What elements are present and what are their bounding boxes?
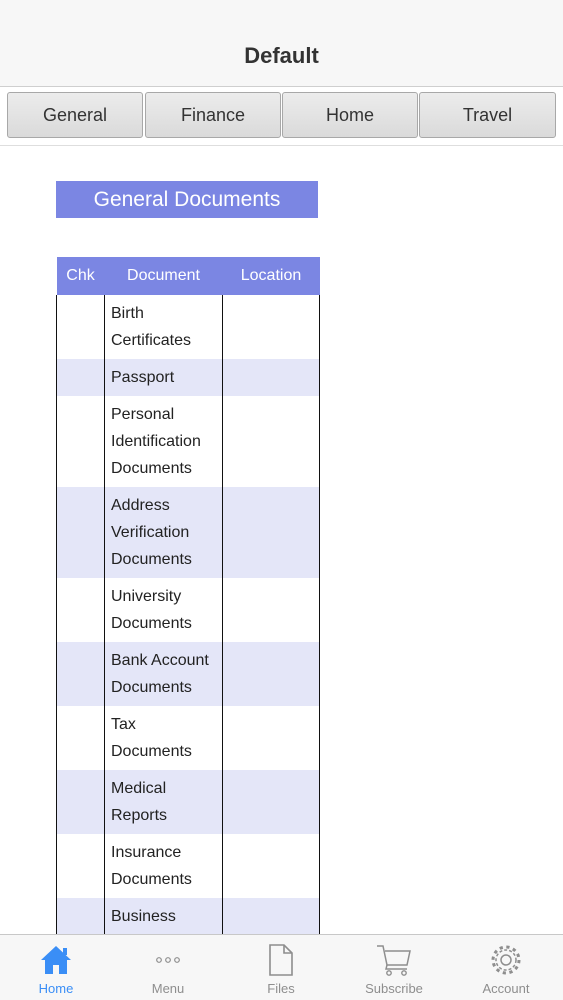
document-cell: Insurance Documents	[105, 834, 223, 898]
location-cell[interactable]	[223, 487, 320, 578]
location-cell[interactable]	[223, 578, 320, 642]
more-icon	[150, 942, 186, 978]
document-cell: Tax Documents	[105, 706, 223, 770]
chk-cell[interactable]	[57, 834, 105, 898]
table-row[interactable]	[57, 578, 320, 642]
chk-cell[interactable]	[57, 487, 105, 578]
table-row[interactable]	[57, 770, 320, 834]
tab-home[interactable]	[0, 935, 112, 1000]
tab-label: Home	[38, 981, 74, 996]
tab-account[interactable]	[450, 935, 562, 1000]
chk-cell[interactable]	[57, 898, 105, 935]
column-header-location: Location	[223, 257, 320, 295]
location-cell[interactable]	[223, 834, 320, 898]
location-cell[interactable]	[223, 295, 320, 359]
chk-cell[interactable]	[57, 642, 105, 706]
chk-cell[interactable]	[57, 706, 105, 770]
chk-cell[interactable]	[57, 295, 105, 359]
documents-table	[56, 257, 320, 935]
chk-cell[interactable]	[57, 359, 105, 396]
chk-cell[interactable]	[57, 770, 105, 834]
tab-bar	[0, 934, 563, 1000]
location-cell[interactable]	[223, 770, 320, 834]
document-cell: Business	[105, 898, 223, 935]
table-row[interactable]	[57, 487, 320, 578]
column-header-document: Document	[105, 257, 223, 295]
document-cell: University Documents	[105, 578, 223, 642]
navigation-bar	[0, 0, 563, 87]
location-cell[interactable]	[223, 396, 320, 487]
tab-label: Files	[267, 981, 295, 996]
table-row[interactable]	[57, 898, 320, 935]
tab-menu[interactable]	[112, 935, 224, 1000]
table-row[interactable]	[57, 295, 320, 359]
table-row[interactable]	[57, 642, 320, 706]
file-icon	[263, 942, 299, 978]
segment-travel[interactable]: Travel	[419, 92, 556, 138]
tab-label: Menu	[151, 981, 185, 996]
table-row[interactable]	[57, 396, 320, 487]
page-title: Default	[244, 43, 319, 68]
document-cell: Bank Account Documents	[105, 642, 223, 706]
tab-subscribe[interactable]	[338, 935, 450, 1000]
document-cell: Passport	[105, 359, 223, 396]
table-header-row	[57, 257, 320, 295]
location-cell[interactable]	[223, 642, 320, 706]
location-cell[interactable]	[223, 706, 320, 770]
document-cell: Medical Reports	[105, 770, 223, 834]
tab-label: Account	[482, 981, 530, 996]
segment-general[interactable]: General	[7, 92, 143, 138]
table-row[interactable]	[57, 359, 320, 396]
chk-cell[interactable]	[57, 396, 105, 487]
table-row[interactable]	[57, 706, 320, 770]
table-row[interactable]	[57, 834, 320, 898]
category-segmented-control	[0, 87, 563, 146]
document-cell: Address Verification Documents	[105, 487, 223, 578]
document-cell: Personal Identification Documents	[105, 396, 223, 487]
chk-cell[interactable]	[57, 578, 105, 642]
location-cell[interactable]	[223, 898, 320, 935]
location-cell[interactable]	[223, 359, 320, 396]
cart-icon	[376, 942, 412, 978]
segment-finance[interactable]: Finance	[145, 92, 281, 138]
column-header-chk: Chk	[57, 257, 105, 295]
document-cell: Birth Certificates	[105, 295, 223, 359]
home-icon	[38, 942, 74, 978]
tab-label: Subscribe	[365, 981, 423, 996]
section-header: General Documents	[56, 181, 318, 218]
tab-files[interactable]	[225, 935, 337, 1000]
segment-home[interactable]: Home	[282, 92, 418, 138]
gear-icon	[488, 942, 524, 978]
